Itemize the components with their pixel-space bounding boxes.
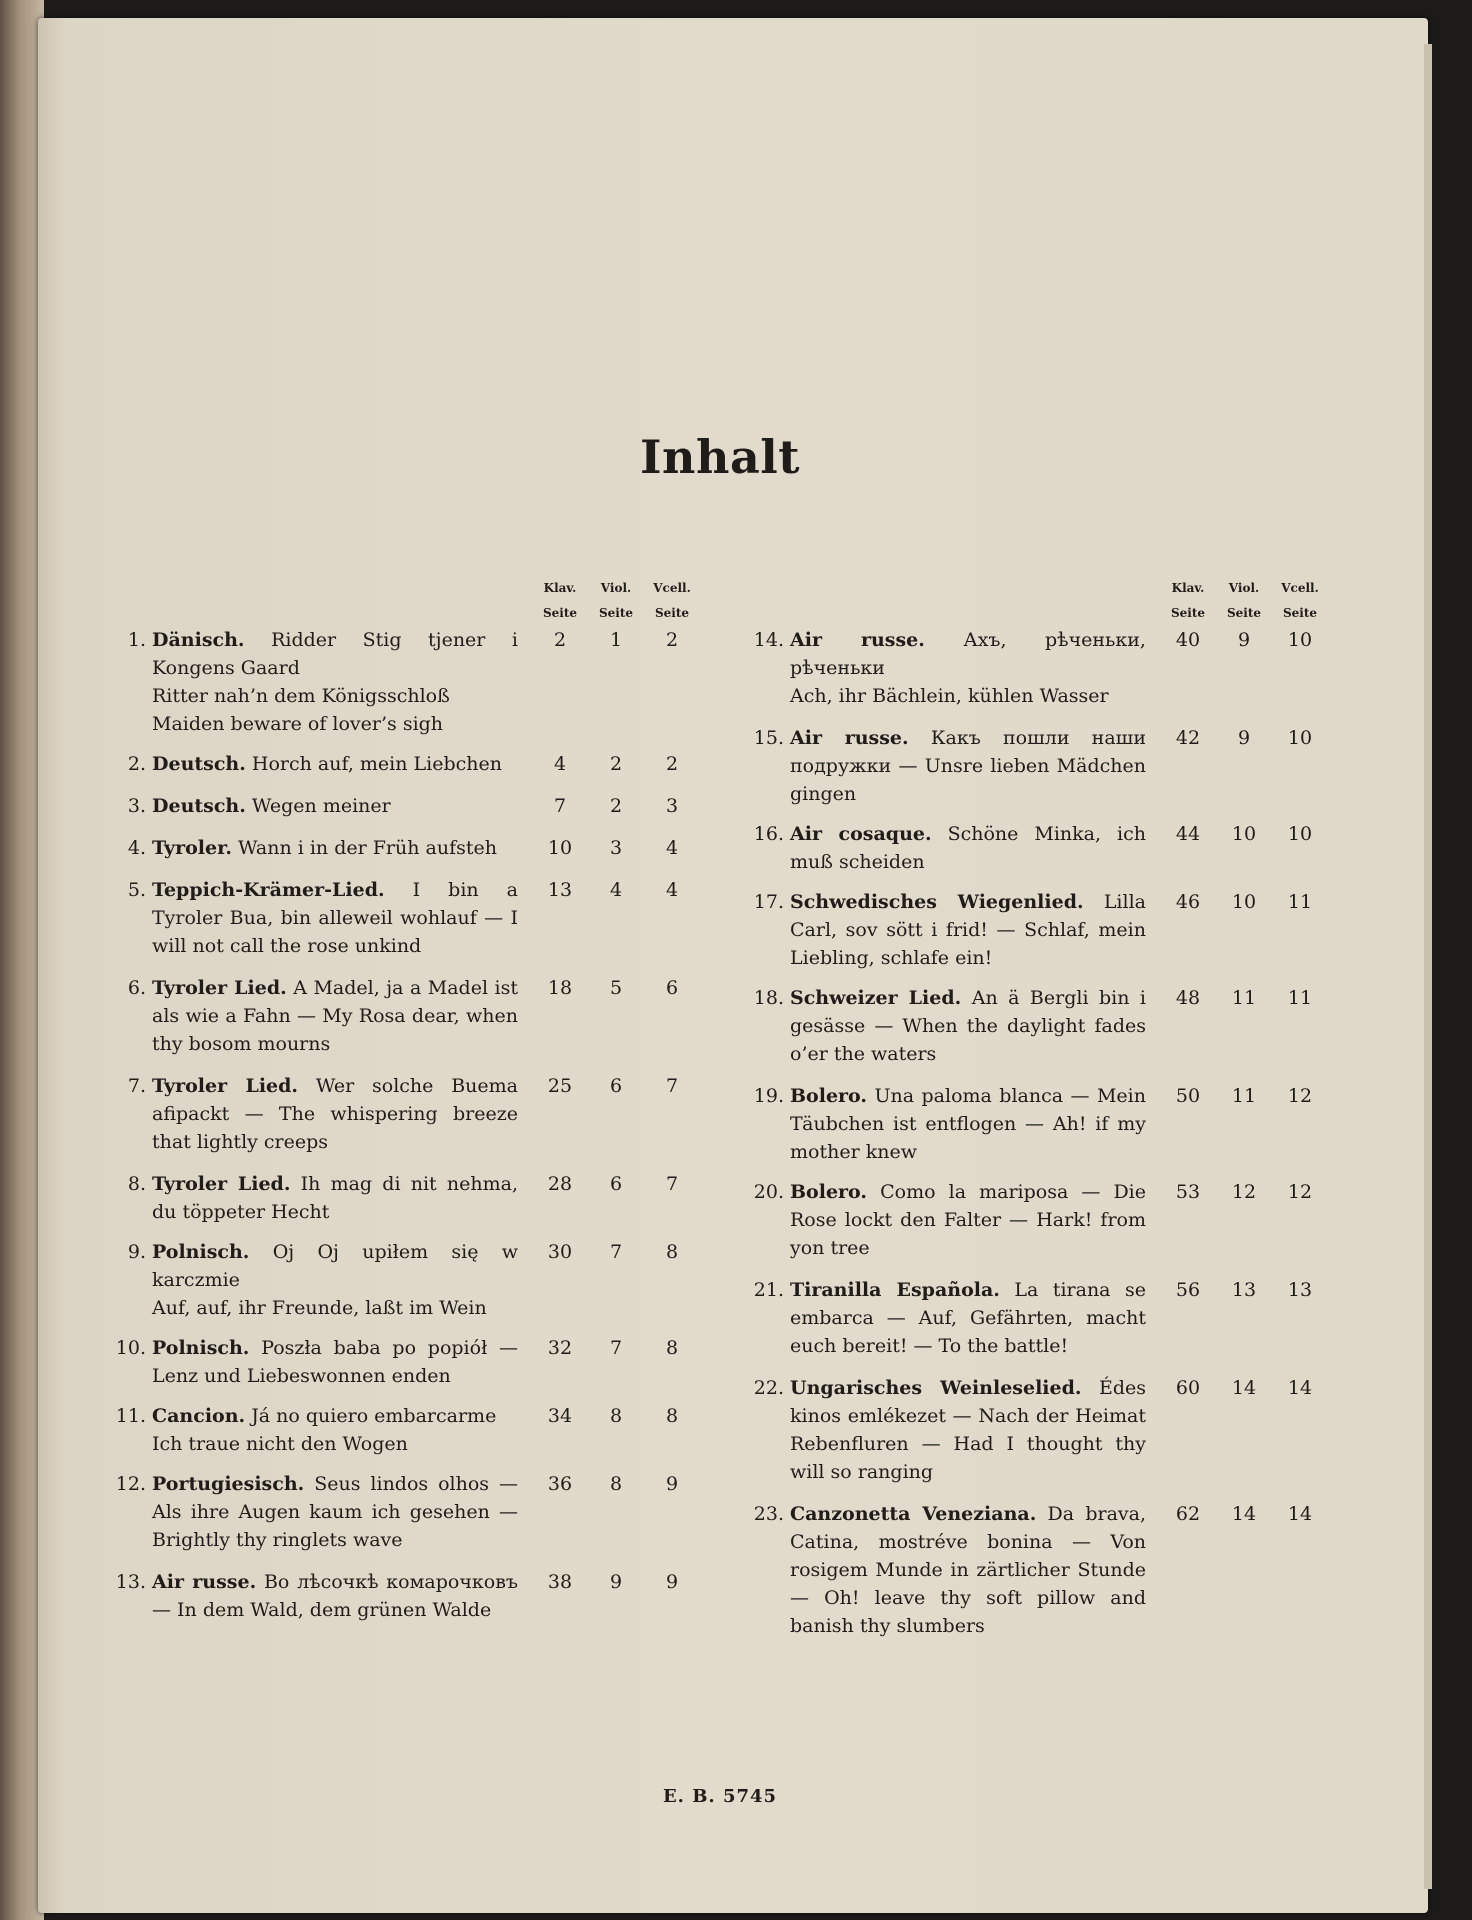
entry-line [152,876,518,960]
page-edge [1424,44,1432,1889]
viol-page: 14 [1231,1377,1257,1399]
entry-number: 11. [115,1405,146,1427]
toc-entry [110,1334,700,1390]
entry-line [790,820,1146,876]
vcell-page: 14 [1287,1503,1313,1525]
entry-number: 20. [753,1181,784,1203]
entry-title: Polnisch. [152,1241,250,1263]
entry-text [790,626,1160,710]
entry-line [152,1238,518,1294]
entry-line-text: Ахъ, рѣченьки, рѣченьки [790,629,1146,679]
klav-page: 7 [553,795,567,817]
toc-entry [748,1178,1328,1262]
toc-entry [748,1082,1328,1166]
entry-text [152,1334,532,1390]
klav-page: 28 [547,1173,573,1195]
entry-line [790,1374,1146,1486]
entry-number: 1. [127,629,146,651]
entry-line [152,1334,518,1390]
toc-entry [110,974,700,1058]
entry-line-text: Ritter nah’n dem Königsschloß [152,685,450,707]
klav-page: 34 [547,1405,573,1427]
entry-text [152,1072,532,1156]
entry-number: 9. [127,1241,146,1263]
plate-number: E. B. 5745 [662,1786,778,1807]
entry-text [790,888,1160,972]
column-headers [748,576,1328,626]
klav-page: 48 [1175,987,1201,1009]
entry-number: 23. [753,1503,784,1525]
entry-title: Deutsch. [152,795,246,817]
entry-text [152,750,532,778]
entry-text [790,1082,1160,1166]
toc-entry [110,834,700,862]
entry-title: Air russe. [790,629,925,651]
entry-line-text: Lilla Carl, sov sött i frid! — Schlaf, mein Liebling, schlafe ein! [790,891,1146,969]
klav-page: 60 [1175,1377,1201,1399]
entry-line-text: La tirana se embarca — Auf, Gefährten, macht euch bereit! — To the battle! [790,1279,1146,1357]
entry-line [790,1178,1146,1262]
toc-entry [110,792,700,820]
viol-page: 6 [609,1173,623,1195]
viol-page: 2 [609,753,623,775]
entry-number: 2. [127,753,146,775]
entry-title: Bolero. [790,1181,868,1203]
entry-line [790,1500,1146,1640]
entry-line-text: I bin a Tyroler Bua, bin alleweil wohlauf — I will not call the rose unkind [152,879,518,957]
entry-title: Ungarisches Weinleselied. [790,1377,1082,1399]
klav-page: 62 [1175,1503,1201,1525]
toc-entry [748,984,1328,1068]
entry-title: Cancion. [152,1405,246,1427]
entry-text [152,1470,532,1554]
viol-page: 8 [609,1405,623,1427]
entry-line-text: Já no quiero embarcarme [251,1405,497,1427]
vcell-page: 4 [665,879,679,901]
entry-line-text: Maiden beware of lover’s sigh [152,713,444,735]
toc-entry [110,876,700,960]
klav-page: 42 [1175,727,1201,749]
entry-line [152,792,518,820]
entry-line [790,626,1146,682]
viol-page: 6 [609,1075,623,1097]
entry-line-text: Oj Oj upiłem się w karczmie [152,1241,519,1291]
entry-line [152,834,518,862]
entry-title: Bolero. [790,1085,868,1107]
entry-title: Teppich-Krämer-Lied. [152,879,385,901]
entry-text [790,820,1160,876]
entry-number: 15. [753,727,784,749]
entry-list [748,626,1328,1640]
entry-text [790,724,1160,808]
toc-entry [110,1170,700,1226]
toc-entry [748,1374,1328,1486]
vcell-page: 8 [665,1337,679,1359]
vcell-page: 10 [1287,823,1313,845]
entry-list [110,626,700,1624]
toc-entry [110,1470,700,1554]
vcell-page: 13 [1287,1279,1313,1301]
klav-page: 50 [1175,1085,1201,1107]
vcell-page: 6 [665,977,679,999]
entry-title: Portugiesisch. [152,1473,305,1495]
vcell-page: 11 [1287,987,1313,1009]
contents-column-left [110,576,700,1624]
toc-entry [748,1500,1328,1640]
entry-text [152,834,532,862]
vcell-page: 14 [1287,1377,1313,1399]
entry-number: 6. [127,977,146,999]
viol-page: 2 [609,795,623,817]
viol-page: 12 [1231,1181,1257,1203]
viol-page: 4 [609,879,623,901]
entry-number: 7. [127,1075,146,1097]
entry-number: 17. [753,891,784,913]
entry-number: 8. [127,1173,146,1195]
viol-page: 11 [1231,987,1257,1009]
entry-line [790,724,1146,808]
entry-title: Tyroler Lied. [152,1075,299,1097]
vcell-page: 10 [1287,727,1313,749]
klav-page: 44 [1175,823,1201,845]
vcell-page: 12 [1287,1181,1313,1203]
contents-column-right [748,576,1328,1640]
header-vcell: Vcell. Seite [653,581,691,620]
entry-line-text: Wegen meiner [251,795,391,817]
toc-entry [110,750,700,778]
viol-page: 7 [609,1337,623,1359]
klav-page: 4 [553,753,567,775]
viol-page: 9 [1237,727,1251,749]
entry-number: 12. [115,1473,146,1495]
vcell-page: 4 [665,837,679,859]
entry-text [790,1374,1160,1486]
entry-line [152,710,518,738]
entry-line [152,1170,518,1226]
entry-text [152,974,532,1058]
entry-line [790,1082,1146,1166]
entry-line-text: Seus lindos olhos — Als ihre Augen kaum ich gesehen — Brightly thy ringlets wave [152,1473,518,1551]
entry-number: 14. [753,629,784,651]
entry-number: 10. [115,1337,146,1359]
toc-entry [748,1276,1328,1360]
entry-line [152,682,518,710]
entry-title: Tyroler Lied. [152,977,287,999]
viol-page: 9 [609,1571,623,1593]
entry-line-text: Какъ пошли наши подружки — Unsre lieben Mädchen gingen [790,727,1146,805]
klav-page: 38 [547,1571,573,1593]
klav-page: 25 [547,1075,573,1097]
klav-page: 46 [1175,891,1201,913]
entry-text [152,1170,532,1226]
klav-page: 18 [547,977,573,999]
entry-line-text: Wann i in der Früh aufsteh [238,837,497,859]
entry-text [790,1276,1160,1360]
entry-text [152,792,532,820]
entry-text [152,1238,532,1322]
vcell-page: 9 [665,1571,679,1593]
entry-text [152,876,532,960]
entry-line-text: Horch auf, mein Liebchen [251,753,502,775]
toc-entry [748,724,1328,808]
klav-page: 36 [547,1473,573,1495]
entry-number: 22. [753,1377,784,1399]
entry-line-text: Ich traue nicht den Wogen [152,1433,408,1455]
entry-line [152,750,518,778]
toc-entry [110,1072,700,1156]
entry-line-text: Una paloma blanca — Mein Täubchen ist entflogen — Ah! if my mother knew [790,1085,1146,1163]
entry-line-text: Во лѣсочкѣ комарочковъ — In dem Wald, dem grünen Walde [152,1571,518,1621]
viol-page: 10 [1231,823,1257,845]
entry-line-text: Ih mag di nit nehma, du töppeter Hecht [152,1173,518,1223]
entry-title: Tiranilla Española. [790,1279,1000,1301]
entry-line [790,984,1146,1068]
entry-line-text: Poszła baba po popiół — Lenz und Liebeswonnen enden [152,1337,518,1387]
toc-entry [110,1402,700,1458]
page-title: Inhalt [640,430,800,484]
toc-entry [110,626,700,738]
vcell-page: 11 [1287,891,1313,913]
vcell-page: 10 [1287,629,1313,651]
entry-line [790,682,1146,710]
header-vcell: Vcell. Seite [1281,581,1319,620]
entry-number: 13. [115,1571,146,1593]
entry-title: Air cosaque. [790,823,932,845]
viol-page: 1 [609,629,623,651]
klav-page: 53 [1175,1181,1201,1203]
entry-number: 4. [127,837,146,859]
entry-line [790,888,1146,972]
entry-line-text: Wer solche Buema afipackt — The whispering breeze that lightly creeps [152,1075,519,1153]
toc-entry [748,626,1328,710]
klav-page: 2 [553,629,567,651]
entry-line [152,1430,518,1458]
entry-number: 21. [753,1279,784,1301]
entry-line-text: Schöne Minka, ich muß scheiden [790,823,1146,873]
vcell-page: 8 [665,1405,679,1427]
vcell-page: 3 [665,795,679,817]
entry-line-text: Da brava, Catina, mostréve bonina — Von rosigem Munde in zärtlicher Stunde — Oh! leave thy soft pillow and banish thy slumbers [790,1503,1146,1637]
vcell-page: 12 [1287,1085,1313,1107]
column-headers [110,576,700,626]
entry-line [152,1072,518,1156]
entry-title: Canzonetta Veneziana. [790,1503,1037,1525]
entry-line [790,1276,1146,1360]
header-klav: Klav. Seite [1170,581,1206,620]
entry-number: 5. [127,879,146,901]
entry-title: Tyroler. [152,837,232,859]
entry-number: 19. [753,1085,784,1107]
entry-number: 3. [127,795,146,817]
entry-line-text: Auf, auf, ihr Freunde, laßt im Wein [152,1297,487,1319]
entry-line-text: A Madel, ja a Madel ist als wie a Fahn — My Rosa dear, when thy bosom mourns [152,977,518,1055]
viol-page: 3 [609,837,623,859]
entry-line [152,1470,518,1554]
entry-title: Air russe. [790,727,909,749]
header-viol: Viol. Seite [598,581,634,620]
entry-text [152,1402,532,1458]
viol-page: 11 [1231,1085,1257,1107]
entry-text [152,626,532,738]
klav-page: 30 [547,1241,573,1263]
klav-page: 13 [547,879,573,901]
klav-page: 40 [1175,629,1201,651]
viol-page: 13 [1231,1279,1257,1301]
toc-entry [748,888,1328,972]
entry-line-text: Como la mariposa — Die Rose lockt den Falter — Hark! from yon tree [790,1181,1147,1259]
entry-line [152,626,518,682]
entry-line-text: An ä Bergli bin i gesässe — When the daylight fades o’er the waters [790,987,1147,1065]
entry-title: Dänisch. [152,629,245,651]
entry-text [790,1500,1160,1640]
viol-page: 8 [609,1473,623,1495]
viol-page: 9 [1237,629,1251,651]
entry-line-text: Édes kinos emlékezet — Nach der Heimat Rebenfluren — Had I thought thy will so ranging [790,1377,1146,1483]
klav-page: 32 [547,1337,573,1359]
entry-line-text: Ach, ihr Bächlein, kühlen Wasser [790,685,1109,707]
entry-text [790,984,1160,1068]
vcell-page: 9 [665,1473,679,1495]
entry-number: 16. [753,823,784,845]
entry-title: Schwedisches Wiegenlied. [790,891,1084,913]
entry-text [790,1178,1160,1262]
vcell-page: 7 [665,1173,679,1195]
entry-title: Air russe. [152,1571,257,1593]
entry-line-text: Ridder Stig tjener i Kongens Gaard [152,629,518,679]
klav-page: 10 [547,837,573,859]
header-viol: Viol. Seite [1226,581,1262,620]
entry-text [152,1568,532,1624]
vcell-page: 7 [665,1075,679,1097]
toc-entry [110,1238,700,1322]
entry-title: Polnisch. [152,1337,250,1359]
entry-line [152,1402,518,1430]
toc-entry [748,820,1328,876]
viol-page: 7 [609,1241,623,1263]
entry-line [152,1294,518,1322]
entry-title: Deutsch. [152,753,246,775]
viol-page: 14 [1231,1503,1257,1525]
entry-number: 18. [753,987,784,1009]
entry-title: Schweizer Lied. [790,987,962,1009]
header-klav: Klav. Seite [542,581,578,620]
toc-entry [110,1568,700,1624]
vcell-page: 8 [665,1241,679,1263]
klav-page: 56 [1175,1279,1201,1301]
viol-page: 10 [1231,891,1257,913]
entry-line [152,1568,518,1624]
entry-line [152,974,518,1058]
entry-title: Tyroler Lied. [152,1173,291,1195]
vcell-page: 2 [665,629,679,651]
vcell-page: 2 [665,753,679,775]
viol-page: 5 [609,977,623,999]
